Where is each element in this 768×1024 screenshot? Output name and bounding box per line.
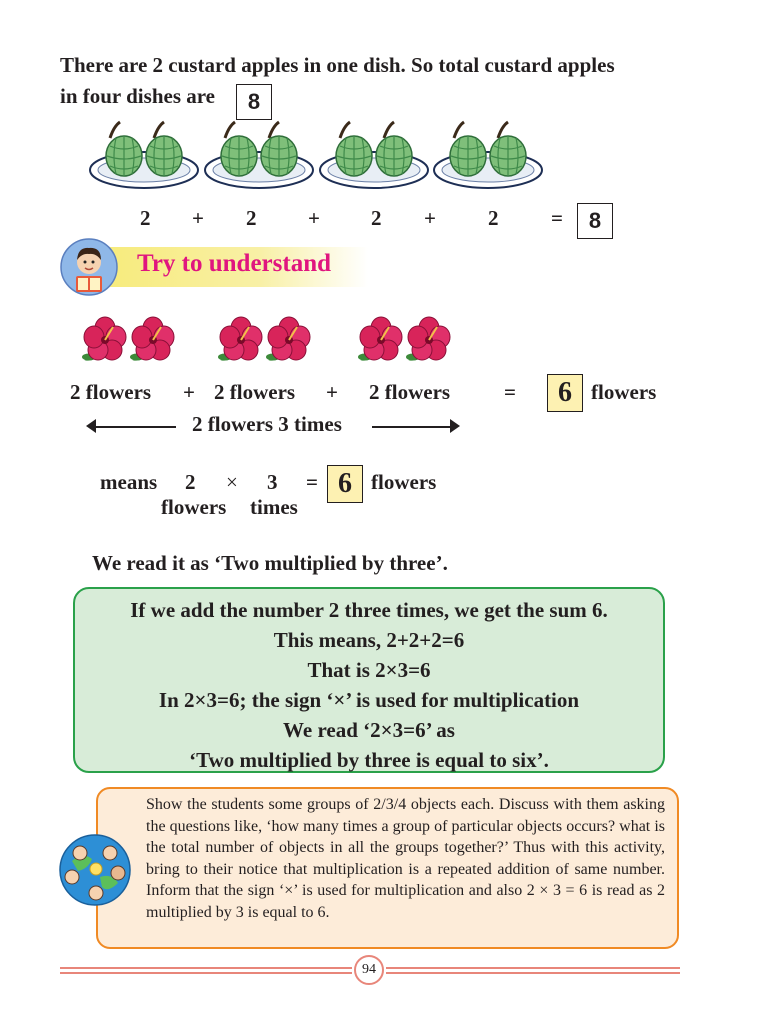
equals-sign: = xyxy=(551,206,563,230)
explanation-line: This means, 2+2+2=6 xyxy=(273,628,465,652)
dish-with-custard-apples-icon xyxy=(318,120,430,194)
hibiscus-flower-icon xyxy=(404,315,454,363)
means-number-1: 2 xyxy=(185,470,196,494)
read-line: We read it as ‘Two multiplied by three’. xyxy=(92,551,448,575)
flowers-answer-box: 6 xyxy=(547,374,583,412)
hibiscus-flower-icon xyxy=(80,315,130,363)
hibiscus-flower-icon xyxy=(128,315,178,363)
flowers-term: 2 flowers xyxy=(214,380,296,404)
banner-title: Try to understand xyxy=(137,250,332,277)
times-sign: × xyxy=(226,470,238,494)
intro-answer-box: 8 xyxy=(236,84,272,120)
equals-sign: = xyxy=(306,470,318,494)
flowers-unit: flowers xyxy=(591,380,657,404)
addition-term: 2 xyxy=(488,206,499,230)
hibiscus-flower-icon xyxy=(216,315,266,363)
right-arrow-line xyxy=(372,426,454,428)
means-sub-flowers: flowers xyxy=(161,495,227,519)
dish-with-custard-apples-icon xyxy=(88,120,200,194)
hibiscus-flower-icon xyxy=(356,315,406,363)
plus-sign: + xyxy=(424,206,436,230)
reading-boy-avatar-icon xyxy=(60,238,118,296)
intro-line-2: in four dishes are xyxy=(60,84,215,108)
dish-with-custard-apples-icon xyxy=(432,120,544,194)
explanation-box xyxy=(73,587,665,773)
children-around-globe-icon xyxy=(58,833,132,907)
explanation-line: That is 2×3=6 xyxy=(307,658,431,682)
page-number: 94 xyxy=(354,955,384,985)
left-arrow-line xyxy=(90,426,176,428)
footer-rule-left xyxy=(60,967,352,969)
addition-term: 2 xyxy=(371,206,382,230)
footer-rule-right xyxy=(386,972,680,974)
explanation-line: In 2×3=6; the sign ‘×’ is used for multiplication xyxy=(158,688,580,712)
means-sub-times: times xyxy=(250,495,298,519)
hibiscus-flower-icon xyxy=(264,315,314,363)
intro-line-1: There are 2 custard apples in one dish. So total custard apples xyxy=(60,53,615,77)
equals-sign: = xyxy=(504,380,516,404)
plus-sign: + xyxy=(308,206,320,230)
footer-rule-left xyxy=(60,972,352,974)
explanation-line: ‘Two multiplied by three is equal to six’. xyxy=(189,748,549,772)
addition-term: 2 xyxy=(246,206,257,230)
flowers-term: 2 flowers xyxy=(369,380,451,404)
teacher-note-box xyxy=(96,787,679,949)
means-number-2: 3 xyxy=(267,470,278,494)
arrow-right-icon xyxy=(450,419,460,433)
arrow-left-icon xyxy=(86,419,96,433)
dish-with-custard-apples-icon xyxy=(203,120,315,194)
means-word: means xyxy=(100,470,158,494)
explanation-line: We read ‘2×3=6’ as xyxy=(283,718,455,742)
means-unit: flowers xyxy=(371,470,437,494)
plus-sign: + xyxy=(183,380,195,404)
flowers-term: 2 flowers xyxy=(70,380,152,404)
footer-rule-right xyxy=(386,967,680,969)
plus-sign: + xyxy=(192,206,204,230)
addition-answer-box: 8 xyxy=(577,203,613,239)
flowers-caption: 2 flowers 3 times xyxy=(192,412,342,436)
explanation-line: If we add the number 2 three times, we get the sum 6. xyxy=(130,598,608,622)
addition-term: 2 xyxy=(140,206,151,230)
teacher-note-text: Show the students some groups of 2/3/4 objects each. Discuss with them asking the questions like, ‘how many times a group of particular objects occurs? what is the total number of objects in all the groups together?’ Thus with this activity, bring to their notice that multiplication is a repeated addition of same number. Inform that the sign ‘×’ is used for multiplication and also 2 × 3 = 6 is read as 2 multiplied by 3 is equal to 6. xyxy=(146,796,665,921)
means-answer-box: 6 xyxy=(327,465,363,503)
plus-sign: + xyxy=(326,380,338,404)
intro-paragraph xyxy=(60,50,720,112)
